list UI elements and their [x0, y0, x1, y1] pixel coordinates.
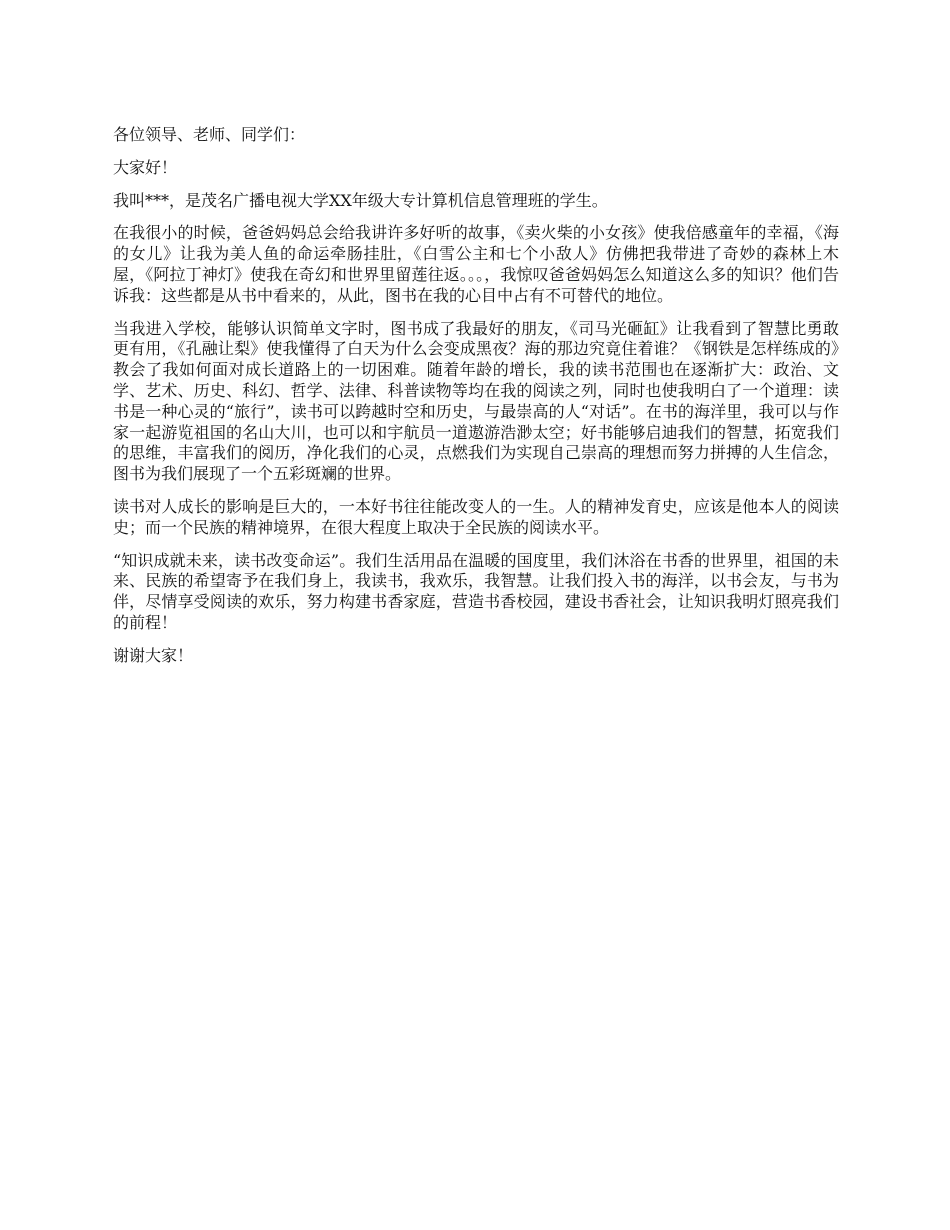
paragraph-reading-impact: 读书对人成长的影响是巨大的，一本好书往往能改变人的一生。人的精神发育史，应该是他本人的阅读史；而一个民族的精神境界，在很大程度上取决于全民族的阅读水平。	[113, 496, 839, 537]
greeting: 大家好！	[113, 157, 178, 177]
document-page	[113, 125, 839, 679]
paragraph-childhood-stories: 在我很小的时候，爸爸妈妈总会给我讲许多好听的故事，《卖火柴的小女孩》使我倍感童年的幸福，《海的女儿》让我为美人鱼的命运牵肠挂肚，《白雪公主和七个小敌人》仿佛把我带进了奇妙的森林上木屋，《阿拉丁神灯》使我在奇幻和世界里留莲往返。。。，我惊叹爸爸妈妈怎么知道这么多的知识？他们告诉我：这些都是从书中看来的，从此，图书在我的心目中占有不可替代的地位。	[113, 223, 839, 305]
salutation: 各位领导、老师、同学们：	[113, 125, 306, 144]
paragraph-school-reading: 当我进入学校，能够认识简单文字时，图书成了我最好的朋友，《司马光砸缸》让我看到了智慧比勇敢更有用，《孔融让梨》使我懂得了白天为什么会变成黑夜？海的那边究竟住着谁？《钢铁是怎样练成的》教会了我如何面对成长道路上的一切困难。随着年龄的增长，我的读书范围也在逐渐扩大：政治、文学、艺术、历史、科幻、哲学、法律、科普读物等均在我的阅读之列，同时也使我明白了一个道理：读书是一种心灵的“旅行”，读书可以跨越时空和历史，与最崇高的人“对话”。在书的海洋里，我可以与作家一起游览祖国的名山大川，也可以和宇航员一道遨游浩渺太空；好书能够启迪我们的智慧，拓宽我们的思维，丰富我们的阅历，净化我们的心灵，点燃我们为实现自己崇高的理想而努力拼搏的人生信念，图书为我们展现了一个五彩斑斓的世界。	[113, 318, 839, 484]
closing: 谢谢大家！	[113, 645, 194, 665]
paragraph-introduction: 我叫***，是茂名广播电视大学XX年级大专计算机信息管理班的学生。	[113, 190, 608, 210]
paragraph-call-to-action: “知识成就未来，读书改变命运”。我们生活用品在温暖的国度里，我们沐浴在书香的世界里，祖国的未来、民族的希望寄予在我们身上，我读书，我欢乐，我智慧。让我们投入书的海洋，以书会友，与书为伴，尽情享受阅读的欢乐，努力构建书香家庭，营造书香校园，建设书香社会，让知识我明灯照亮我们的前程！	[113, 550, 839, 632]
